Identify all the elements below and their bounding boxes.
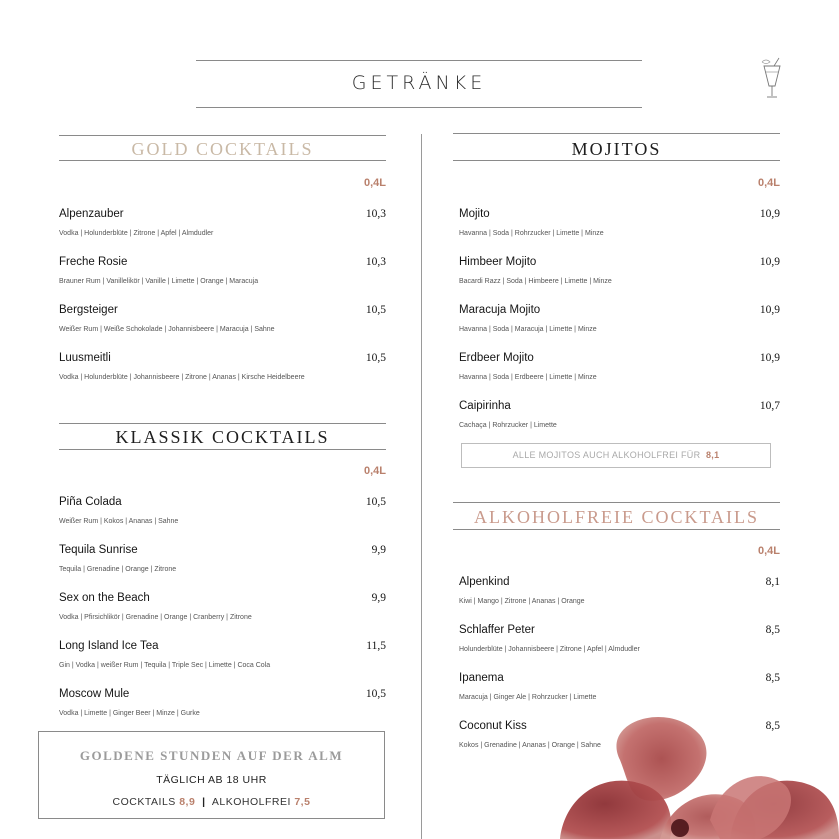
happy-hour-time: TÄGLICH AB 18 UHR — [156, 774, 267, 786]
item-price: 10,9 — [759, 256, 780, 268]
item-price: 8,1 — [765, 576, 780, 588]
item-price: 8,5 — [765, 624, 780, 636]
item-ingredients: Vodka | Holunderblüte | Zitrone | Apfel | Almdudler — [59, 230, 214, 237]
item-ingredients: Vodka | Pfirsichlikör | Grenadine | Orange | Cranberry | Zitrone — [59, 614, 252, 621]
item-price: 10,3 — [365, 208, 386, 220]
alkoholfrei-note-box — [461, 443, 771, 468]
klassik-size-label: 0,4L — [363, 465, 386, 477]
item-price: 10,9 — [759, 208, 780, 220]
klassik-rule-bottom — [59, 449, 386, 450]
item-ingredients: Weißer Rum | Weiße Schokolade | Johannisbeere | Maracuja | Sahne — [59, 326, 275, 333]
header-rule-top — [196, 60, 642, 61]
item-name: Bergsteiger — [59, 304, 118, 316]
item-name: Ipanema — [459, 672, 504, 684]
item-name: Alpenkind — [459, 576, 510, 588]
item-price: 10,5 — [365, 496, 386, 508]
alkoholfrei-rule-bottom — [453, 529, 780, 530]
gold-rule-bottom — [59, 160, 386, 161]
alkoholfrei-size-label: 0,4L — [757, 545, 780, 557]
menu-item — [59, 352, 386, 386]
item-ingredients: Maracuja | Ginger Ale | Rohrzucker | Limette — [459, 694, 597, 701]
item-ingredients: Havanna | Soda | Erdbeere | Limette | Minze — [459, 374, 597, 381]
item-price: 10,5 — [365, 352, 386, 364]
page-title: GETRÄNKE — [351, 72, 487, 94]
item-name: Caipirinha — [459, 400, 511, 412]
item-ingredients: Kiwi | Mango | Zitrone | Ananas | Orange — [459, 598, 585, 605]
item-price: 10,7 — [759, 400, 780, 412]
gold-rule-top — [59, 135, 386, 136]
menu-item — [459, 576, 780, 610]
gold-size-label: 0,4L — [363, 177, 386, 189]
alkoholfrei-note-price: 8,1 — [705, 450, 720, 460]
item-price: 11,5 — [366, 640, 386, 652]
item-name: Luusmeitli — [59, 352, 111, 364]
item-ingredients: Cachaça | Rohrzucker | Limette — [459, 422, 557, 429]
alkoholfrei-price: 7,5 — [294, 796, 311, 808]
item-name: Maracuja Mojito — [459, 304, 541, 316]
item-price: 10,5 — [365, 304, 386, 316]
item-ingredients: Holunderblüte | Johannisbeere | Zitrone | Apfel | Almdudler — [459, 646, 640, 653]
menu-item — [459, 256, 780, 290]
item-name: Himbeer Mojito — [459, 256, 537, 268]
menu-item — [459, 208, 780, 242]
menu-item — [459, 720, 780, 754]
item-name: Long Island Ice Tea — [59, 640, 159, 652]
klassik-rule-top — [59, 423, 386, 424]
item-price: 8,5 — [765, 720, 780, 732]
item-name: Moscow Mule — [59, 688, 130, 700]
cocktails-label: COCKTAILS — [112, 796, 176, 808]
header-rule-bottom — [196, 107, 642, 108]
item-price: 10,3 — [365, 256, 386, 268]
item-name: Schlaffer Peter — [459, 624, 535, 636]
alkoholfrei-label: ALKOHOLFREI — [211, 796, 291, 808]
menu-item — [459, 304, 780, 338]
item-name: Alpenzauber — [59, 208, 124, 220]
item-price: 9,9 — [371, 592, 386, 604]
item-price: 10,9 — [759, 304, 780, 316]
item-name: Coconut Kiss — [459, 720, 527, 732]
menu-item — [59, 544, 386, 578]
menu-item — [459, 672, 780, 706]
item-ingredients: Kokos | Grenadine | Ananas | Orange | Sahne — [459, 742, 601, 749]
item-ingredients: Tequila | Grenadine | Orange | Zitrone — [59, 566, 177, 573]
item-name: Tequila Sunrise — [59, 544, 138, 556]
alkoholfreie-cocktails-title: ALKOHOLFREIE COCKTAILS — [473, 507, 760, 527]
item-ingredients: Havanna | Soda | Maracuja | Limette | Minze — [459, 326, 597, 333]
gold-cocktails-title: GOLD COCKTAILS — [131, 139, 314, 159]
happy-hour-title: GOLDENE STUNDEN AUF DER ALM — [79, 748, 344, 763]
happy-hour-box — [38, 731, 385, 819]
item-price: 8,5 — [765, 672, 780, 684]
item-ingredients: Bacardi Razz | Soda | Himbeere | Limette | Minze — [459, 278, 612, 285]
column-divider — [421, 134, 422, 839]
item-name: Sex on the Beach — [59, 592, 150, 604]
mojitos-rule-bottom — [453, 160, 780, 161]
menu-item — [59, 304, 386, 338]
item-price: 10,9 — [759, 352, 780, 364]
menu-item — [59, 256, 386, 290]
item-name: Mojito — [459, 208, 490, 220]
cocktails-price: 8,9 — [179, 796, 196, 808]
item-price: 9,9 — [371, 544, 386, 556]
alkoholfrei-note: ALLE MOJITOS AUCH ALKOHOLFREI FÜR — [512, 450, 701, 460]
item-ingredients: Weißer Rum | Kokos | Ananas | Sahne — [59, 518, 179, 525]
item-ingredients: Havanna | Soda | Rohrzucker | Limette | Minze — [459, 230, 604, 237]
menu-item — [59, 592, 386, 626]
item-ingredients: Brauner Rum | Vanillelikör | Vanille | Limette | Orange | Maracuja — [59, 278, 259, 285]
cocktail-glass-icon — [758, 56, 786, 102]
item-ingredients: Vodka | Holunderblüte | Johannisbeere | Zitrone | Ananas | Kirsche Heidelbeere — [59, 374, 305, 381]
mojitos-rule-top — [453, 133, 780, 134]
menu-item — [459, 624, 780, 658]
menu-item — [59, 640, 386, 674]
price-separator: | — [202, 796, 206, 808]
klassik-cocktails-title: KLASSIK COCKTAILS — [115, 427, 330, 447]
mojitos-size-label: 0,4L — [757, 177, 780, 189]
mojitos-title: MOJITOS — [571, 139, 662, 159]
menu-item — [459, 352, 780, 386]
item-price: 10,5 — [365, 688, 386, 700]
menu-item — [59, 688, 386, 722]
item-name: Erdbeer Mojito — [459, 352, 534, 364]
happy-hour-prices — [39, 796, 384, 808]
item-ingredients: Vodka | Limette | Ginger Beer | Minze | Gurke — [59, 710, 200, 717]
item-name: Freche Rosie — [59, 256, 128, 268]
item-ingredients: Gin | Vodka | weißer Rum | Tequila | Triple Sec | Limette | Coca Cola — [59, 662, 271, 669]
menu-item — [459, 400, 780, 434]
menu-item — [59, 208, 386, 242]
menu-item — [59, 496, 386, 530]
item-name: Piña Colada — [59, 496, 122, 508]
alkoholfrei-rule-top — [453, 502, 780, 503]
